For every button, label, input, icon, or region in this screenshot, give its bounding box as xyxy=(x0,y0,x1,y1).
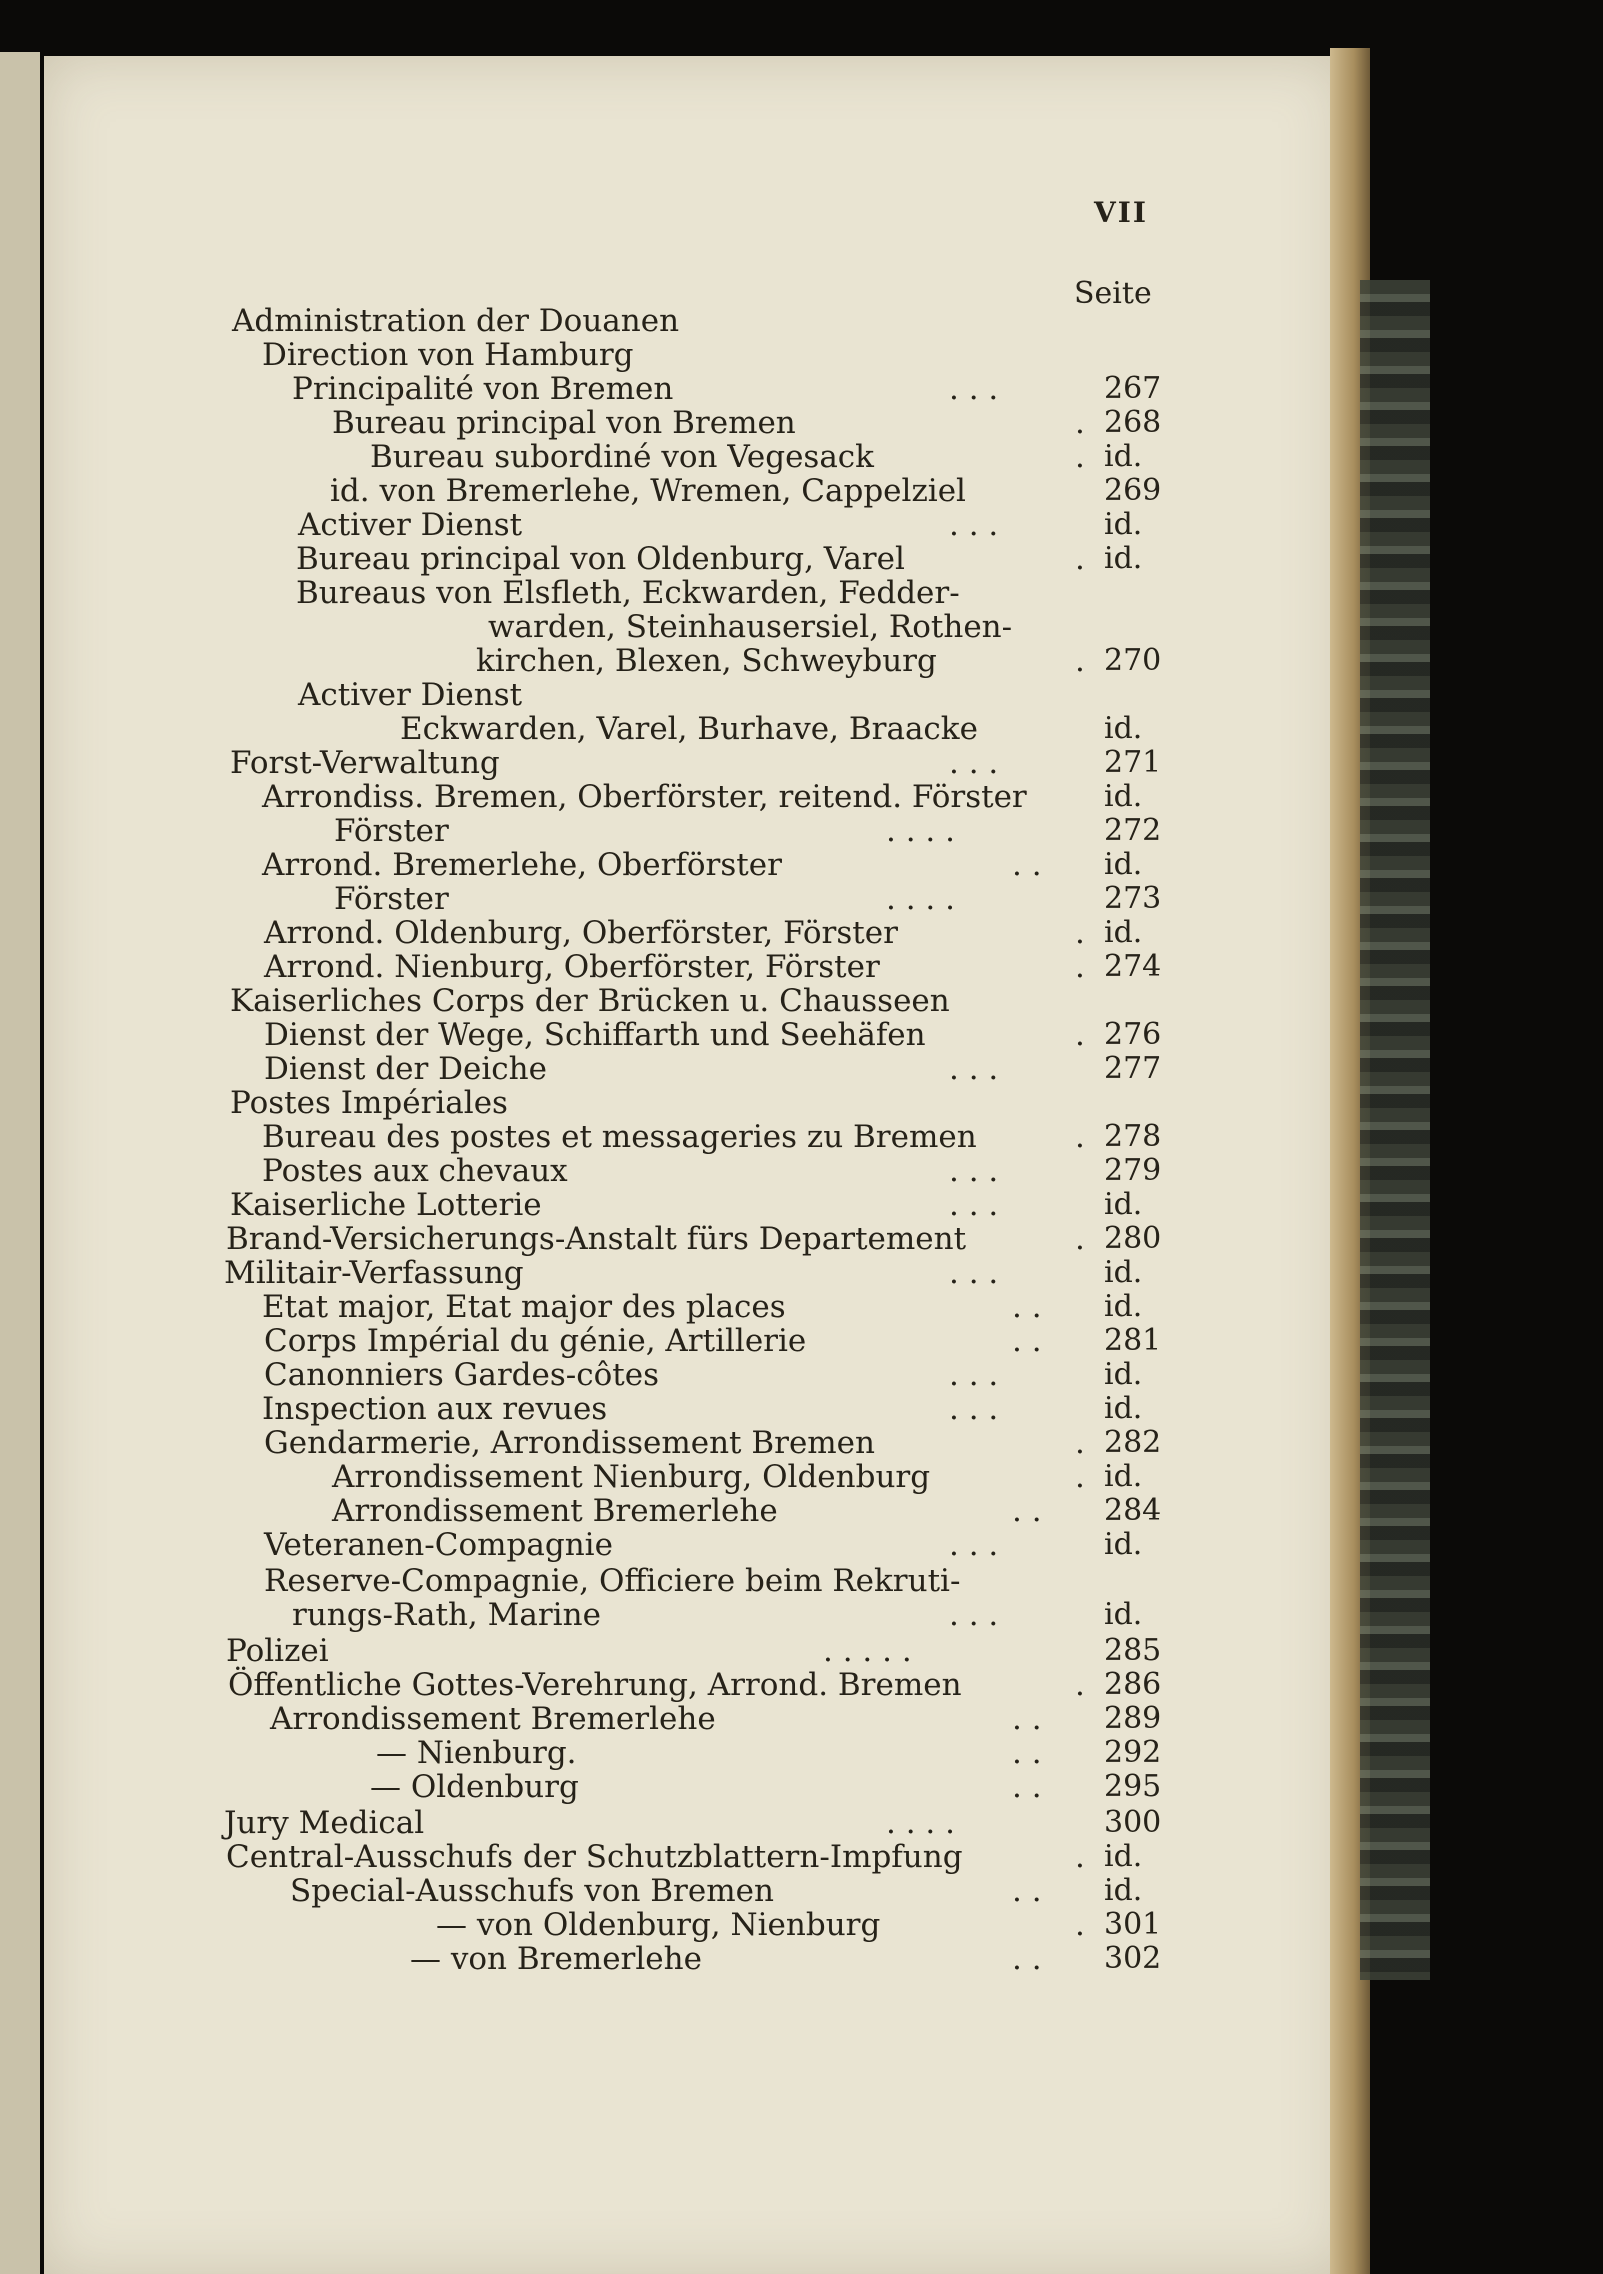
toc-entry-text: Direction von Hamburg xyxy=(262,337,634,373)
toc-entry-text: Bureau des postes et messageries zu Bremen xyxy=(262,1119,977,1155)
leader-dots: . xyxy=(1075,643,1085,679)
toc-entry-text: Arrondiss. Bremen, Oberförster, reitend. Förster xyxy=(262,779,1027,815)
toc-entry-text: Arrond. Oldenburg, Oberförster, Förster xyxy=(264,915,898,951)
marbled-cover-edge xyxy=(1360,280,1430,1980)
leader-dots: . . xyxy=(1012,1769,1042,1805)
toc-page-reference: 270 xyxy=(1104,643,1162,678)
toc-entry-text: Activer Dienst xyxy=(298,507,523,543)
toc-page-reference: 268 xyxy=(1104,405,1162,440)
toc-entry-text: Veteranen-Compagnie xyxy=(264,1527,613,1563)
leader-dots: . . xyxy=(1012,1493,1042,1529)
toc-page-reference: 274 xyxy=(1104,949,1162,984)
toc-entry-text: Militair-Verfassung xyxy=(224,1255,524,1291)
toc-entry-text: Central-Ausschufs der Schutzblattern-Impfung xyxy=(226,1839,963,1875)
leader-dots: . . . xyxy=(949,745,999,781)
toc-entry-text: Arrond. Bremerlehe, Oberförster xyxy=(262,847,782,883)
toc-entry-text: Reserve-Compagnie, Officiere beim Rekruti- xyxy=(264,1563,961,1599)
toc-entry-text: Jury Medical xyxy=(224,1805,425,1841)
leader-dots: . xyxy=(1075,1425,1085,1461)
toc-entry-text: Bureau subordiné von Vegesack xyxy=(370,439,874,475)
toc-page-reference: id. xyxy=(1104,1459,1143,1494)
toc-entry-text: Bureau principal von Bremen xyxy=(332,405,796,441)
toc-entry-text: Postes aux chevaux xyxy=(262,1153,568,1189)
toc-page-reference: 300 xyxy=(1104,1805,1162,1840)
leader-dots: . xyxy=(1075,1907,1085,1943)
toc-page-reference: id. xyxy=(1104,439,1143,474)
toc-page-reference: id. xyxy=(1104,1187,1143,1222)
toc-entry-text: Arrondissement Nienburg, Oldenburg xyxy=(332,1459,931,1495)
toc-page-reference: 278 xyxy=(1104,1119,1162,1154)
toc-page-reference: 280 xyxy=(1104,1221,1162,1256)
toc-entry-text: Arrondissement Bremerlehe xyxy=(270,1701,716,1737)
leader-dots: . . . xyxy=(949,1255,999,1291)
column-heading-seite: Seite xyxy=(1074,276,1152,311)
leader-dots: . . xyxy=(1012,1289,1042,1325)
toc-entry-text: Polizei xyxy=(226,1633,329,1669)
toc-entry-text: Eckwarden, Varel, Burhave, Braacke xyxy=(400,711,978,747)
toc-entry-text: — von Oldenburg, Nienburg xyxy=(436,1907,881,1943)
toc-page-reference: id. xyxy=(1104,1597,1143,1632)
toc-entry-text: Activer Dienst xyxy=(298,677,523,713)
toc-entry-text: warden, Steinhausersiel, Rothen- xyxy=(488,609,1013,645)
toc-page-reference: 271 xyxy=(1104,745,1162,780)
leader-dots: . . . xyxy=(949,507,999,543)
toc-entry-text: — Nienburg. xyxy=(376,1735,577,1771)
leader-dots: . xyxy=(1075,1119,1085,1155)
toc-entry-text: Kaiserliches Corps der Brücken u. Chausseen xyxy=(230,983,950,1019)
toc-page-reference: id. xyxy=(1104,1255,1143,1290)
page-number: VII xyxy=(1094,196,1148,229)
toc-page-reference: id. xyxy=(1104,1839,1143,1874)
toc-page-reference: 286 xyxy=(1104,1667,1162,1702)
toc-page-reference: 284 xyxy=(1104,1493,1162,1528)
leader-dots: . . xyxy=(1012,1735,1042,1771)
toc-page-reference: 292 xyxy=(1104,1735,1162,1770)
toc-entry-text: Brand-Versicherungs-Anstalt fürs Departement xyxy=(226,1221,967,1257)
toc-page-reference: 273 xyxy=(1104,881,1162,916)
leader-dots: . . . . xyxy=(886,881,955,917)
toc-entry-text: Canonniers Gardes-côtes xyxy=(264,1357,659,1393)
leader-dots: . . xyxy=(1012,847,1042,883)
toc-entry-text: Etat major, Etat major des places xyxy=(262,1289,786,1325)
toc-entry-text: Principalité von Bremen xyxy=(292,371,674,407)
toc-entry-text: Gendarmerie, Arrondissement Bremen xyxy=(264,1425,875,1461)
toc-entry-text: Postes Impériales xyxy=(230,1085,508,1121)
toc-entry-text: kirchen, Blexen, Schweyburg xyxy=(476,643,937,679)
leader-dots: . xyxy=(1075,439,1085,475)
toc-entry-text: — von Bremerlehe xyxy=(410,1941,702,1977)
leader-dots: . . . xyxy=(949,1357,999,1393)
toc-entry-text: Special-Ausschufs von Bremen xyxy=(290,1873,774,1909)
left-page-edge xyxy=(0,52,40,2274)
toc-entry-text: Förster xyxy=(334,813,449,849)
toc-page-reference: 295 xyxy=(1104,1769,1162,1804)
leader-dots: . . xyxy=(1012,1701,1042,1737)
toc-page-reference: 279 xyxy=(1104,1153,1162,1188)
toc-page-reference: id. xyxy=(1104,847,1143,882)
leader-dots: . xyxy=(1075,1221,1085,1257)
toc-page-reference: 302 xyxy=(1104,1941,1162,1976)
leader-dots: . xyxy=(1075,1667,1085,1703)
toc-page-reference: 267 xyxy=(1104,371,1162,406)
toc-page-reference: id. xyxy=(1104,541,1143,576)
toc-entry-text: Arrond. Nienburg, Oberförster, Förster xyxy=(264,949,880,985)
toc-entry-text: Förster xyxy=(334,881,449,917)
toc-entry-text: id. von Bremerlehe, Wremen, Cappelziel xyxy=(330,473,966,509)
leader-dots: . xyxy=(1075,949,1085,985)
toc-entry-text: — Oldenburg xyxy=(370,1769,579,1805)
toc-entry-text: Kaiserliche Lotterie xyxy=(230,1187,542,1223)
toc-page-reference: 285 xyxy=(1104,1633,1162,1668)
toc-page-reference: 301 xyxy=(1104,1907,1162,1942)
toc-entry-text: Bureau principal von Oldenburg, Varel xyxy=(296,541,905,577)
leader-dots: . . xyxy=(1012,1941,1042,1977)
toc-page-reference: id. xyxy=(1104,1391,1143,1426)
toc-entry-text: rungs-Rath, Marine xyxy=(292,1597,601,1633)
leader-dots: . . . . . xyxy=(823,1633,912,1669)
toc-page-reference: 281 xyxy=(1104,1323,1162,1358)
toc-entry-text: Inspection aux revues xyxy=(262,1391,608,1427)
toc-page-reference: 276 xyxy=(1104,1017,1162,1052)
toc-page-reference: id. xyxy=(1104,711,1143,746)
toc-page-reference: id. xyxy=(1104,915,1143,950)
toc-entry-text: Bureaus von Elsfleth, Eckwarden, Fedder- xyxy=(296,575,960,611)
leader-dots: . . . . xyxy=(886,813,955,849)
toc-entry-text: Corps Impérial du génie, Artillerie xyxy=(264,1323,807,1359)
toc-page-reference: 272 xyxy=(1104,813,1162,848)
leader-dots: . . xyxy=(1012,1873,1042,1909)
toc-page-reference: id. xyxy=(1104,779,1143,814)
leader-dots: . . . xyxy=(949,371,999,407)
toc-page-reference: id. xyxy=(1104,1289,1143,1324)
toc-page-reference: id. xyxy=(1104,507,1143,542)
toc-page-reference: 277 xyxy=(1104,1051,1162,1086)
toc-entry-text: Öffentliche Gottes-Verehrung, Arrond. Bremen xyxy=(228,1667,962,1703)
toc-entry-text: Dienst der Wege, Schiffarth und Seehäfen xyxy=(264,1017,926,1053)
leader-dots: . xyxy=(1075,915,1085,951)
leader-dots: . . . xyxy=(949,1051,999,1087)
leader-dots: . . . xyxy=(949,1527,999,1563)
leader-dots: . . . . xyxy=(886,1805,955,1841)
leader-dots: . . . xyxy=(949,1153,999,1189)
toc-page-reference: id. xyxy=(1104,1873,1143,1908)
toc-page-reference: 282 xyxy=(1104,1425,1162,1460)
leader-dots: . . . xyxy=(949,1391,999,1427)
toc-entry-text: Arrondissement Bremerlehe xyxy=(332,1493,778,1529)
toc-page-reference: id. xyxy=(1104,1357,1143,1392)
leader-dots: . xyxy=(1075,1839,1085,1875)
toc-page-reference: 269 xyxy=(1104,473,1162,508)
leader-dots: . xyxy=(1075,405,1085,441)
leader-dots: . xyxy=(1075,1459,1085,1495)
toc-entry-text: Forst-Verwaltung xyxy=(230,745,500,781)
toc-page-reference: 289 xyxy=(1104,1701,1162,1736)
leader-dots: . . . xyxy=(949,1597,999,1633)
leader-dots: . . xyxy=(1012,1323,1042,1359)
toc-entry-text: Dienst der Deiche xyxy=(264,1051,547,1087)
leader-dots: . xyxy=(1075,541,1085,577)
toc-entry-text: Administration der Douanen xyxy=(232,303,680,339)
leader-dots: . . . xyxy=(949,1187,999,1223)
toc-page-reference: id. xyxy=(1104,1527,1143,1562)
leader-dots: . xyxy=(1075,1017,1085,1053)
